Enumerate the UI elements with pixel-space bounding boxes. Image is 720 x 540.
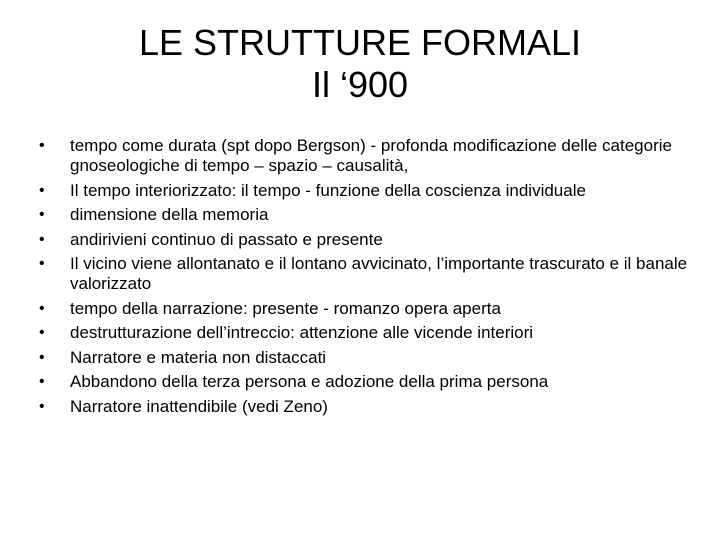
bullet-item <box>36 348 696 368</box>
bullet-item <box>36 136 696 176</box>
bullet-item <box>36 181 696 201</box>
slide-title-line-1: LE STRUTTURE FORMALI <box>138 22 582 63</box>
bullet-icon: • <box>39 137 45 154</box>
bullet-item <box>36 254 696 294</box>
bullet-icon: • <box>39 397 45 415</box>
bullet-text: Narratore inattendibile (vedi Zeno) <box>70 396 328 416</box>
bullet-icon: • <box>39 255 45 272</box>
bullet-text: destrutturazione dell’intreccio: attenzione alle vicende interiori <box>70 323 534 342</box>
bullet-icon: • <box>39 324 45 341</box>
bullet-text: Narratore e materia non distaccati <box>70 347 327 367</box>
bullet-list <box>36 136 696 421</box>
bullet-text: Abbandono della terza persona e adozione della prima persona <box>70 372 549 391</box>
slide-title <box>0 22 720 106</box>
bullet-text: tempo come durata (spt dopo Bergson) - profonda modificazione delle categorie gnoseologiche di tempo – spazio – causalità, <box>70 136 672 175</box>
bullet-text: andirivieni continuo di passato e presente <box>70 229 383 249</box>
bullet-text: dimensione della memoria <box>70 205 269 224</box>
bullet-icon: • <box>39 206 45 223</box>
slide-title-line-2: Il ‘900 <box>311 64 409 105</box>
bullet-icon: • <box>39 348 45 366</box>
bullet-item <box>36 299 696 319</box>
bullet-icon: • <box>39 299 45 317</box>
bullet-text: tempo della narrazione: presente - romanzo opera aperta <box>70 298 501 318</box>
bullet-text: Il tempo interiorizzato: il tempo - funzione della coscienza individuale <box>70 180 586 200</box>
bullet-icon: • <box>39 181 45 199</box>
bullet-icon: • <box>39 373 45 390</box>
bullet-item <box>36 323 696 343</box>
bullet-item <box>36 230 696 250</box>
bullet-text: Il vicino viene allontanato e il lontano avvicinato, l’importante trascurato e il banale valorizzato <box>70 254 688 293</box>
bullet-item <box>36 397 696 417</box>
bullet-item <box>36 372 696 392</box>
bullet-icon: • <box>39 230 45 248</box>
bullet-item <box>36 205 696 225</box>
